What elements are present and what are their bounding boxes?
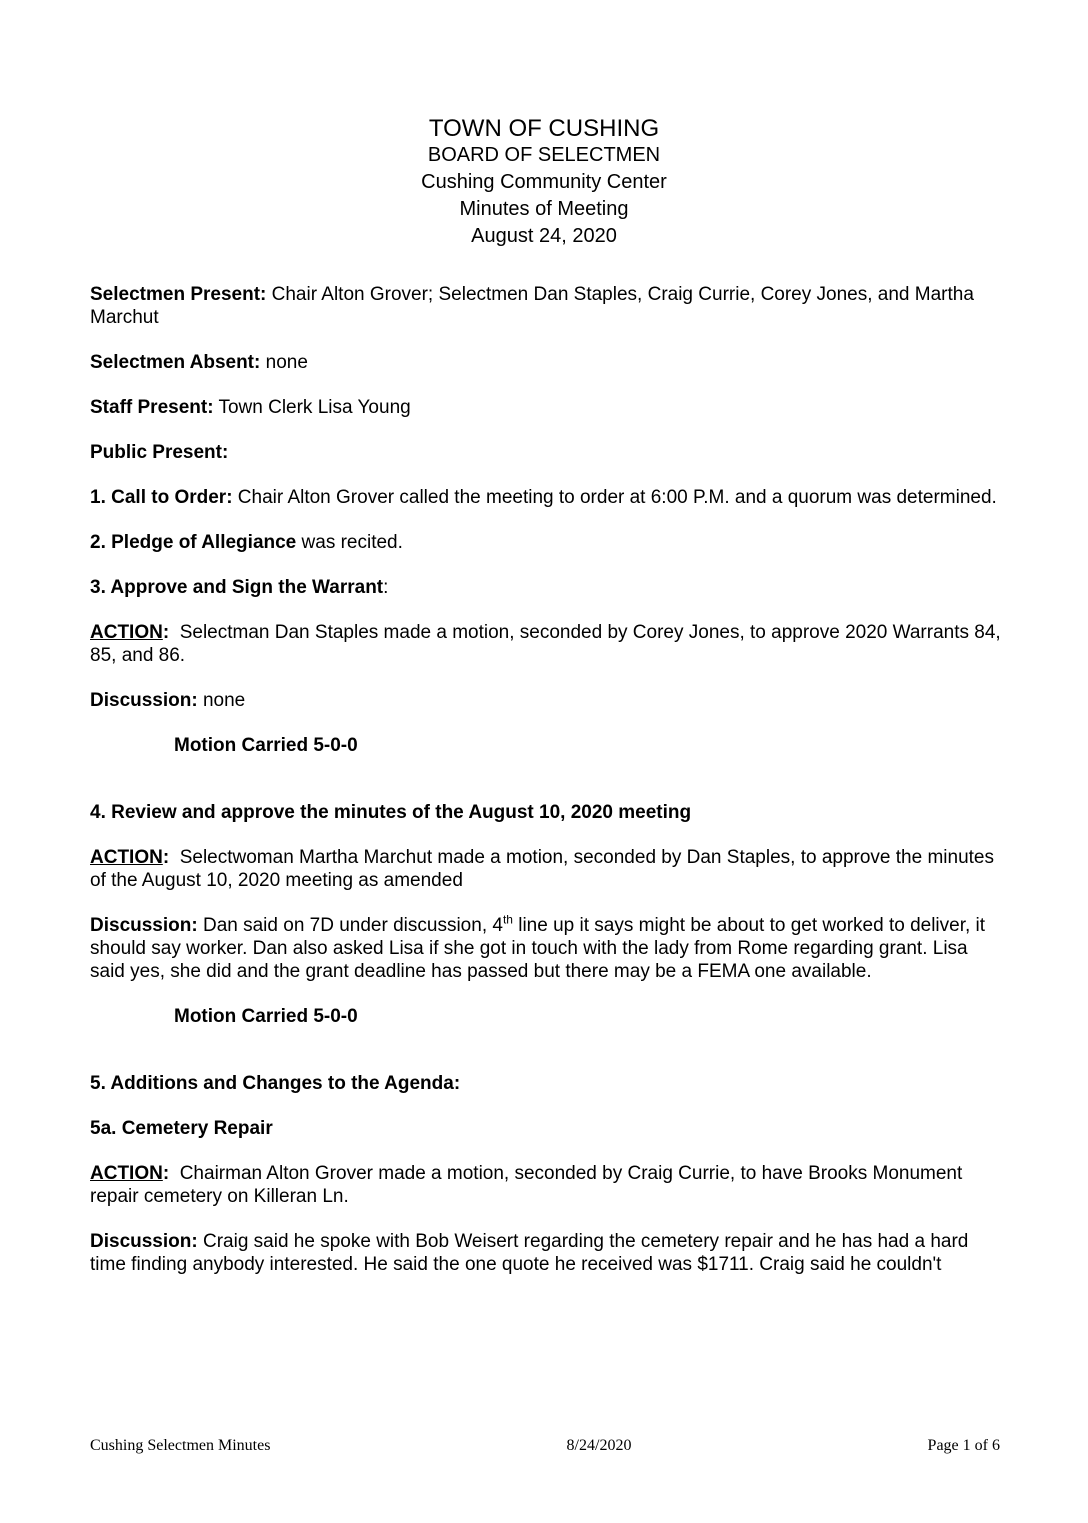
action-cemetery	[90, 1162, 1002, 1208]
title-line: Cushing Community Center	[421, 171, 667, 193]
text-segment: Chairman Alton Grover made a motion, seconded by Craig Currie, to have Brooks Monument repair cemetery on Killeran Ln.	[90, 1163, 968, 1207]
text-segment: was recited.	[296, 532, 403, 553]
title-line: TOWN OF CUSHING	[428, 115, 660, 142]
text-segment: none	[260, 352, 308, 373]
item-4-minutes	[90, 801, 1002, 824]
text-segment: Public Present:	[90, 442, 229, 463]
action-minutes	[90, 846, 1002, 892]
text-segment: :	[383, 577, 389, 598]
text-segment: Discussion:	[90, 1231, 198, 1252]
text-segment: ACTION	[90, 622, 163, 643]
text-segment: Town Clerk Lisa Young	[213, 397, 411, 418]
document-body	[90, 283, 1006, 1276]
footer-date: 8/24/2020	[566, 1437, 632, 1454]
footer-document-name: Cushing Selectmen Minutes	[90, 1437, 271, 1454]
motion-carried-minutes	[174, 1005, 1002, 1028]
text-segment: 1. Call to Order:	[90, 487, 233, 508]
selectmen-absent	[90, 351, 1002, 374]
title-line: August 24, 2020	[471, 225, 617, 247]
text-segment: Selectmen Absent:	[90, 352, 261, 373]
text-segment: 2. Pledge of Allegiance	[90, 532, 297, 553]
item-2-pledge	[90, 531, 1002, 554]
text-segment: 5. Additions and Changes to the Agenda:	[90, 1073, 461, 1094]
action-warrant	[90, 621, 1006, 667]
item-1-call-to-order	[90, 486, 1002, 509]
item-3-warrant	[90, 576, 1002, 599]
text-segment: Selectwoman Martha Marchut made a motion, seconded by Dan Staples, to approve the minutes of the August 10, 2020 meeting as amended	[90, 847, 1000, 891]
discussion-warrant	[90, 689, 1002, 712]
text-segment: :	[162, 622, 170, 643]
text-segment: Discussion:	[90, 915, 198, 936]
title-line: Minutes of Meeting	[459, 198, 629, 220]
text-segment: 5a. Cemetery Repair	[90, 1118, 273, 1139]
text-segment: Chair Alton Grover; Selectmen Dan Staples, Craig Currie, Corey Jones, and Martha Marchut	[90, 284, 980, 328]
staff-present	[90, 396, 1002, 419]
discussion-cemetery	[90, 1230, 1002, 1276]
text-segment: th	[502, 912, 513, 927]
text-segment: 4. Review and approve the minutes of the August 10, 2020 meeting	[90, 802, 692, 823]
text-segment: Discussion:	[90, 690, 198, 711]
text-segment: Dan said on 7D under discussion, 4	[197, 915, 503, 936]
text-segment: :	[162, 1163, 170, 1184]
document-footer	[90, 1437, 1000, 1455]
motion-carried-warrant	[174, 734, 1002, 757]
title-line: BOARD OF SELECTMEN	[427, 144, 661, 166]
text-segment: Motion Carried 5-0-0	[174, 1006, 358, 1027]
item-5a-cemetery-repair	[90, 1117, 1002, 1140]
footer-page-number: Page 1 of 6	[927, 1437, 1000, 1454]
text-segment: Staff Present:	[90, 397, 214, 418]
text-segment: Chair Alton Grover called the meeting to order at 6:00 P.M. and a quorum was determined.	[232, 487, 997, 508]
text-segment: none	[197, 690, 246, 711]
item-5-agenda-changes	[90, 1072, 1002, 1095]
text-segment: :	[162, 847, 170, 868]
document-title	[0, 115, 1088, 250]
discussion-minutes	[90, 914, 1002, 983]
text-segment: Selectman Dan Staples made a motion, seconded by Corey Jones, to approve 2020 Warrants 84, 85, and 86.	[90, 622, 1006, 666]
text-segment: ACTION	[90, 847, 163, 868]
text-segment: Selectmen Present:	[90, 284, 267, 305]
text-segment: 3. Approve and Sign the Warrant	[90, 577, 384, 598]
text-segment: line up it says might be about to get worked to deliver, it should say worker. Dan also asked Lisa if she got in touch with the lady from Rome regarding grant. Lisa said yes, she did and the grant deadline has passed but there may be a FEMA one available.	[90, 915, 991, 982]
public-present	[90, 441, 1002, 464]
text-segment: ACTION	[90, 1163, 163, 1184]
selectmen-present	[90, 283, 1002, 329]
text-segment: Craig said he spoke with Bob Weisert regarding the cemetery repair and he has had a hard time finding anybody interested. He said the one quote he received was $1711. Craig said he couldn't	[90, 1231, 974, 1275]
text-segment: Motion Carried 5-0-0	[174, 735, 358, 756]
